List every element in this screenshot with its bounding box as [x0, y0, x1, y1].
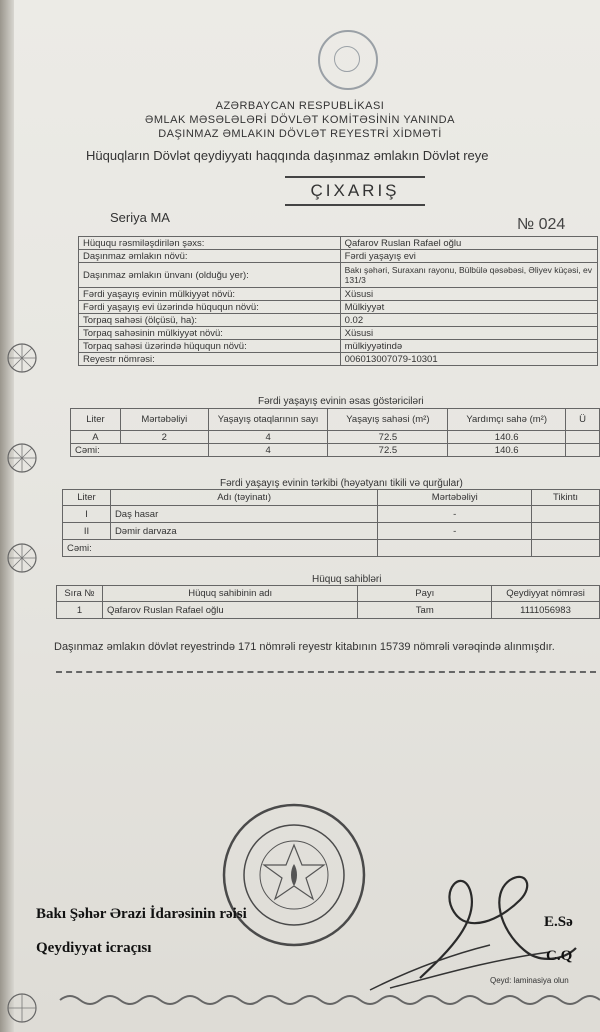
table-cell [566, 431, 600, 444]
total-living-area: 72.5 [328, 444, 448, 457]
header-line-3: DAŞINMAZ ƏMLAKIN DÖVLƏT REYESTRİ XİDMƏTİ [158, 128, 442, 140]
table-cell [532, 506, 600, 523]
table-row [79, 327, 598, 340]
registry-note: Daşınmaz əmlakın dövlət reyestrində 171 nömrəli reyestr kitabının 15739 nömrəli vərəqində alınmışdır. [54, 641, 555, 653]
table-cell: 1 [57, 602, 103, 619]
info-value: Fərdi yaşayış evi [340, 250, 597, 263]
table-cell: Tam [358, 602, 492, 619]
total-aux-area: 140.6 [448, 444, 566, 457]
table-row [63, 523, 600, 540]
section-title-indicators: Fərdi yaşayış evinin əsas göstəriciləri [258, 396, 424, 407]
info-label: Daşınmaz əmlakın ünvanı (olduğu yer): [79, 263, 341, 288]
document-title: ÇIXARIŞ [285, 176, 425, 206]
table-header-row [63, 490, 600, 506]
column-header: Adı (təyinatı) [110, 490, 377, 506]
info-value: 006013007079-10301 [340, 353, 597, 366]
table-total-row [71, 444, 600, 457]
table-row [79, 288, 598, 301]
series-label: Seriya MA [110, 210, 170, 225]
table-cell: Dəmir darvaza [110, 523, 377, 540]
registrar-label: Qeydiyyat icraçısı [36, 940, 152, 956]
table-cell: - [378, 506, 532, 523]
info-value: Qafarov Ruslan Rafael oğlu [340, 237, 597, 250]
table-row [79, 301, 598, 314]
column-header: Sıra № [57, 586, 103, 602]
table-cell: - [378, 523, 532, 540]
table-row [79, 314, 598, 327]
divider [56, 671, 596, 673]
table-row [57, 602, 600, 619]
column-header: Qeydiyyat nömrəsi [492, 586, 600, 602]
indicators-table [70, 408, 600, 457]
table-cell [532, 540, 600, 557]
info-value: Xüsusi [340, 327, 597, 340]
info-label: Hüququ rəsmiləşdirilən şəxs: [79, 237, 341, 250]
table-row [79, 340, 598, 353]
lamination-note: Qeyd: laminasiya olun [490, 976, 569, 985]
paper-edge [0, 0, 14, 1032]
table-cell [378, 540, 532, 557]
document-number: № 024 [517, 216, 566, 233]
header-line-1: AZƏRBAYCAN RESPUBLİKASI [215, 100, 385, 112]
column-header: Hüquq sahibinin adı [102, 586, 358, 602]
guilloche-ornament-icon [2, 340, 44, 376]
composition-table [62, 489, 600, 557]
property-info-table [78, 236, 598, 366]
info-label: Torpaq sahəsi (ölçüsü, ha): [79, 314, 341, 327]
office-head-label: Bakı Şəhər Ərazi İdarəsinin rəisi [36, 906, 247, 922]
table-row [79, 250, 598, 263]
table-row [79, 353, 598, 366]
table-header-row [71, 409, 600, 431]
total-label: Cəmi: [71, 444, 209, 457]
total-rooms: 4 [208, 444, 328, 457]
column-header: Tikintı [532, 490, 600, 506]
table-cell: 2 [120, 431, 208, 444]
column-header: Liter [71, 409, 121, 431]
table-row [79, 263, 598, 288]
info-value: Mülkiyyət [340, 301, 597, 314]
table-cell: 4 [208, 431, 328, 444]
table-cell [566, 444, 600, 457]
column-header: Liter [63, 490, 111, 506]
info-label: Torpaq sahəsi üzərində hüququn növü: [79, 340, 341, 353]
table-cell: 72.5 [328, 431, 448, 444]
table-cell: A [71, 431, 121, 444]
owners-table [56, 585, 600, 619]
info-label: Daşınmaz əmlakın növü: [79, 250, 341, 263]
guilloche-ornament-icon [2, 540, 44, 576]
guilloche-ornament-icon [2, 990, 44, 1026]
official-stamp-icon [220, 800, 368, 950]
column-header: Ü [566, 409, 600, 431]
info-label: Fərdi yaşayış evinin mülkiyyət növü: [79, 288, 341, 301]
table-cell: 140.6 [448, 431, 566, 444]
official-name-1: E.Sə [544, 914, 573, 930]
info-label: Fərdi yaşayış evi üzərində hüququn növü: [79, 301, 341, 314]
column-header: Mərtəbəliyi [120, 409, 208, 431]
official-name-2: C.Q [546, 948, 573, 964]
table-row [63, 506, 600, 523]
table-cell [532, 523, 600, 540]
border-ornament-icon [60, 992, 600, 1008]
column-header: Payı [358, 586, 492, 602]
section-title-composition: Fərdi yaşayış evinin tərkibi (həyətyanı tikili və qurğular) [220, 478, 463, 489]
info-value: 0.02 [340, 314, 597, 327]
column-header: Yaşayış sahəsi (m²) [328, 409, 448, 431]
table-cell: Daş hasar [110, 506, 377, 523]
table-cell: I [63, 506, 111, 523]
table-row [79, 237, 598, 250]
table-header-row [57, 586, 600, 602]
info-label: Reyestr nömrəsi: [79, 353, 341, 366]
table-row [71, 431, 600, 444]
info-value: mülkiyyətində [340, 340, 597, 353]
section-title-owners: Hüquq sahibləri [312, 574, 382, 585]
column-header: Yardımçı sahə (m²) [448, 409, 566, 431]
table-total-row [63, 540, 600, 557]
table-cell: II [63, 523, 111, 540]
column-header: Mərtəbəliyi [378, 490, 532, 506]
document-heading: Hüquqların Dövlət qeydiyyatı haqqında daşınmaz əmlakın Dövlət reye [86, 148, 489, 163]
header-line-2: ƏMLAK MƏSƏLƏLƏRİ DÖVLƏT KOMİTƏSİNİN YANINDA [145, 114, 455, 126]
info-value: Xüsusi [340, 288, 597, 301]
state-emblem-icon [318, 30, 378, 90]
guilloche-ornament-icon [2, 440, 44, 476]
total-label: Cəmi: [63, 540, 378, 557]
info-value: Bakı şəhəri, Suraxanı rayonu, Bülbülə qəsəbəsi, Əliyev küçəsi, ev 131/3 [340, 263, 597, 288]
info-label: Torpaq sahəsinin mülkiyyət növü: [79, 327, 341, 340]
owner-name: Qafarov Ruslan Rafael oğlu [102, 602, 358, 619]
registration-number: 1111056983 [492, 602, 600, 619]
column-header: Yaşayış otaqlarının sayı [208, 409, 328, 431]
